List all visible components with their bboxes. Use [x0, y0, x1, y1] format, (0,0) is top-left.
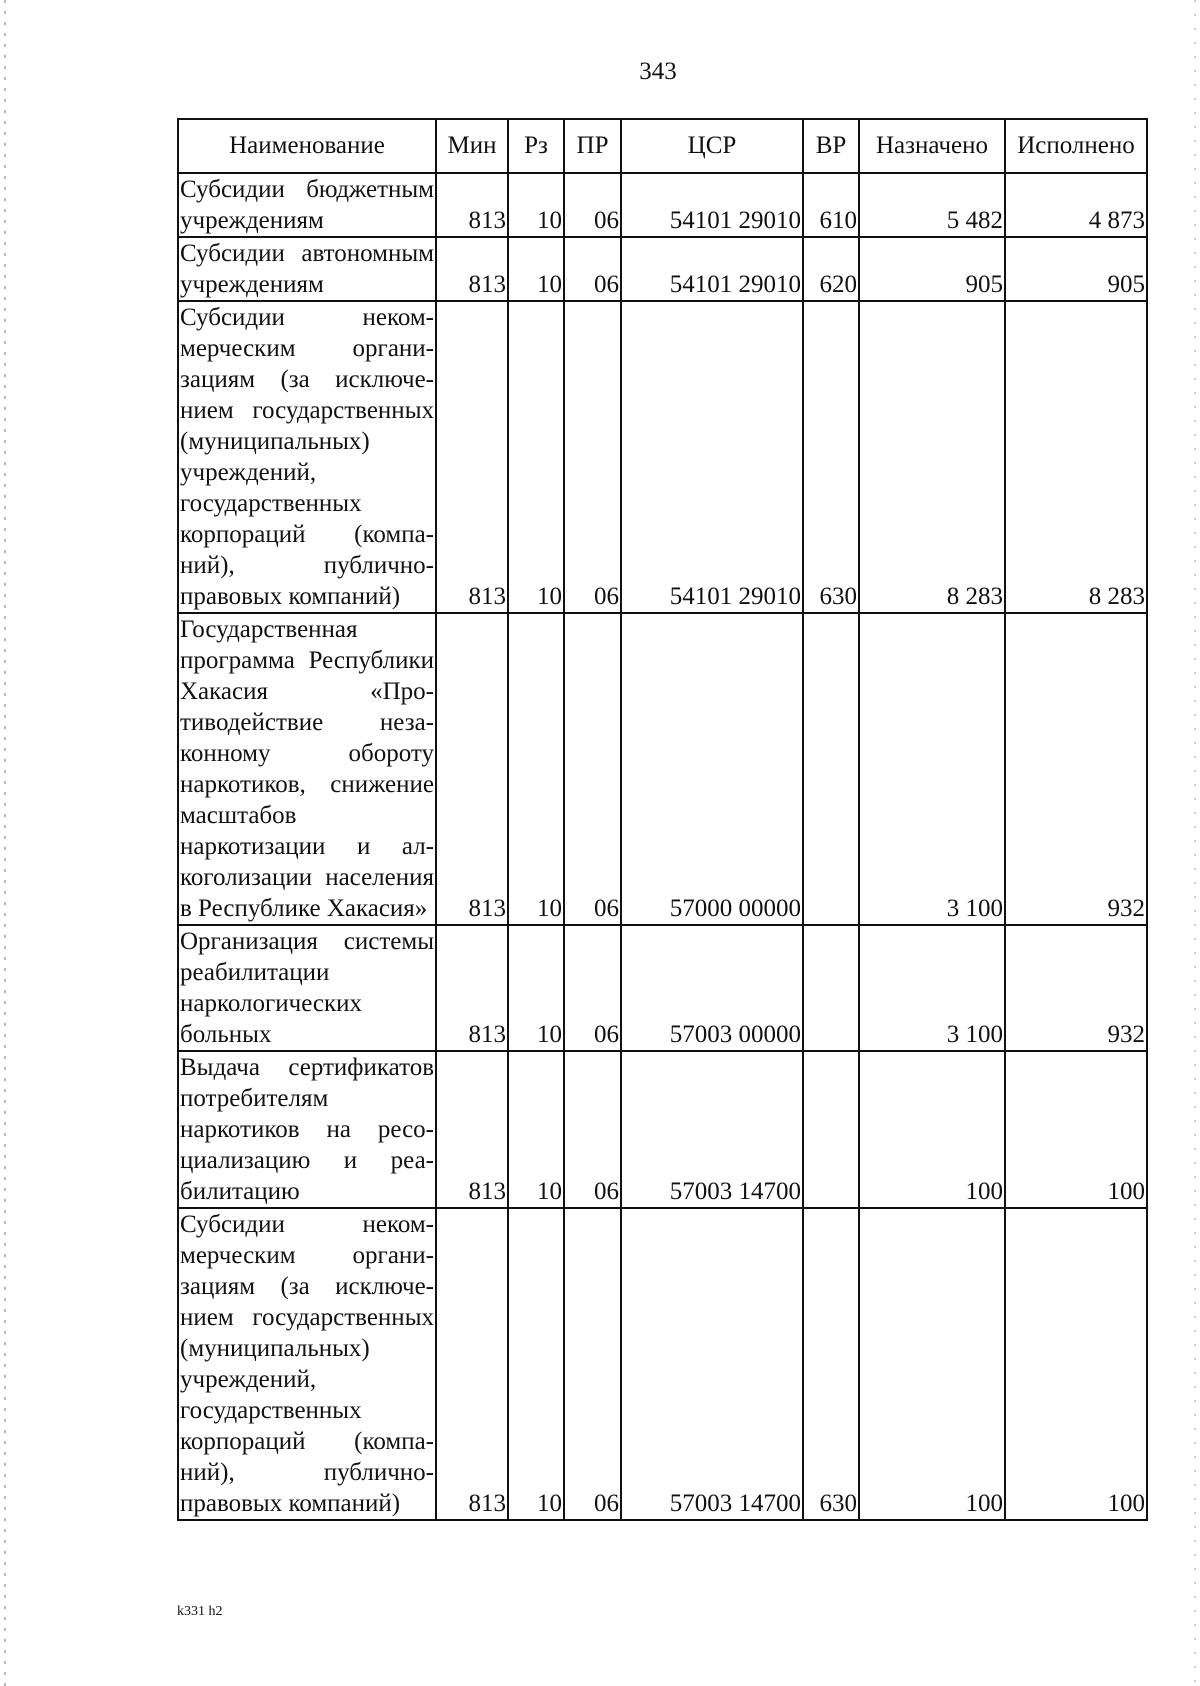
row-vr-cell: 630: [803, 1208, 859, 1520]
row-vr-cell: [803, 613, 859, 925]
row-name-cell: Выдача сертификатов потребителям наркотиков на ресоциализацию и реабилитацию: [178, 1051, 436, 1208]
row-csr-cell: 57003 14700: [621, 1208, 803, 1520]
row-planned-cell: 905: [859, 237, 1005, 301]
row-planned-cell: 8 283: [859, 301, 1005, 613]
scan-edge-right: [1194, 0, 1196, 1686]
row-pr-cell: 06: [564, 301, 621, 613]
footer-code: k331 h2: [177, 1604, 223, 1619]
row-min-cell: 813: [436, 1208, 508, 1520]
header-csr: ЦСР: [621, 119, 803, 173]
table-header-row: [178, 119, 1147, 173]
row-name-cell: Субсидии бюджетным учреждениям: [178, 173, 436, 237]
row-csr-cell: 54101 29010: [621, 237, 803, 301]
row-csr-cell: 54101 29010: [621, 301, 803, 613]
row-pr-cell: 06: [564, 237, 621, 301]
table-row: [178, 301, 1147, 613]
row-planned-cell: 100: [859, 1208, 1005, 1520]
row-planned-cell: 5 482: [859, 173, 1005, 237]
header-min: Мин: [436, 119, 508, 173]
header-executed: Исполнено: [1005, 119, 1147, 173]
row-vr-cell: 620: [803, 237, 859, 301]
header-pr: ПР: [564, 119, 621, 173]
row-executed-cell: 100: [1005, 1208, 1147, 1520]
row-min-cell: 813: [436, 925, 508, 1051]
header-planned: Назначено: [859, 119, 1005, 173]
row-name-cell: Организация системы реабилитации наркологических больных: [178, 925, 436, 1051]
row-pr-cell: 06: [564, 1051, 621, 1208]
row-rz-cell: 10: [508, 925, 564, 1051]
row-rz-cell: 10: [508, 1051, 564, 1208]
table-body: [178, 173, 1147, 1520]
row-executed-cell: 932: [1005, 925, 1147, 1051]
row-csr-cell: 54101 29010: [621, 173, 803, 237]
row-pr-cell: 06: [564, 925, 621, 1051]
row-planned-cell: 100: [859, 1051, 1005, 1208]
table-row: [178, 1208, 1147, 1520]
table-row: [178, 173, 1147, 237]
header-rz: Рз: [508, 119, 564, 173]
scan-edge-left: [4, 0, 6, 1686]
table-row: [178, 613, 1147, 925]
row-rz-cell: 10: [508, 1208, 564, 1520]
row-name-cell: Субсидии некоммерческим организациям (за исключением государственных (муниципальных) учреждений, государственных корпораций (компаний), публично-правовых компаний): [178, 1208, 436, 1520]
budget-table: [177, 118, 1148, 1521]
row-rz-cell: 10: [508, 301, 564, 613]
row-min-cell: 813: [436, 1051, 508, 1208]
table-row: [178, 1051, 1147, 1208]
row-vr-cell: [803, 925, 859, 1051]
row-name-cell: Субсидии некоммерческим организациям (за исключением государственных (муниципальных) учреждений, государственных корпораций (компаний), публично-правовых компаний): [178, 301, 436, 613]
header-name: Наименование: [178, 119, 436, 173]
row-csr-cell: 57003 00000: [621, 925, 803, 1051]
table-row: [178, 925, 1147, 1051]
row-executed-cell: 905: [1005, 237, 1147, 301]
row-executed-cell: 4 873: [1005, 173, 1147, 237]
row-executed-cell: 932: [1005, 613, 1147, 925]
row-min-cell: 813: [436, 301, 508, 613]
page-number: 343: [639, 58, 677, 85]
row-vr-cell: [803, 1051, 859, 1208]
row-planned-cell: 3 100: [859, 925, 1005, 1051]
table-row: [178, 237, 1147, 301]
row-rz-cell: 10: [508, 237, 564, 301]
row-csr-cell: 57000 00000: [621, 613, 803, 925]
row-name-cell: Государственная программа Республики Хакасия «Противодействие незаконному обороту наркотиков, снижение масштабов наркотизации и алкоголизации населения в Республике Хакасия»: [178, 613, 436, 925]
row-executed-cell: 8 283: [1005, 301, 1147, 613]
row-csr-cell: 57003 14700: [621, 1051, 803, 1208]
row-min-cell: 813: [436, 237, 508, 301]
row-pr-cell: 06: [564, 1208, 621, 1520]
row-min-cell: 813: [436, 613, 508, 925]
row-planned-cell: 3 100: [859, 613, 1005, 925]
row-pr-cell: 06: [564, 613, 621, 925]
row-rz-cell: 10: [508, 173, 564, 237]
header-vr: ВР: [803, 119, 859, 173]
row-min-cell: 813: [436, 173, 508, 237]
row-vr-cell: 630: [803, 301, 859, 613]
row-pr-cell: 06: [564, 173, 621, 237]
row-vr-cell: 610: [803, 173, 859, 237]
row-rz-cell: 10: [508, 613, 564, 925]
row-executed-cell: 100: [1005, 1051, 1147, 1208]
row-name-cell: Субсидии автономным учреждениям: [178, 237, 436, 301]
